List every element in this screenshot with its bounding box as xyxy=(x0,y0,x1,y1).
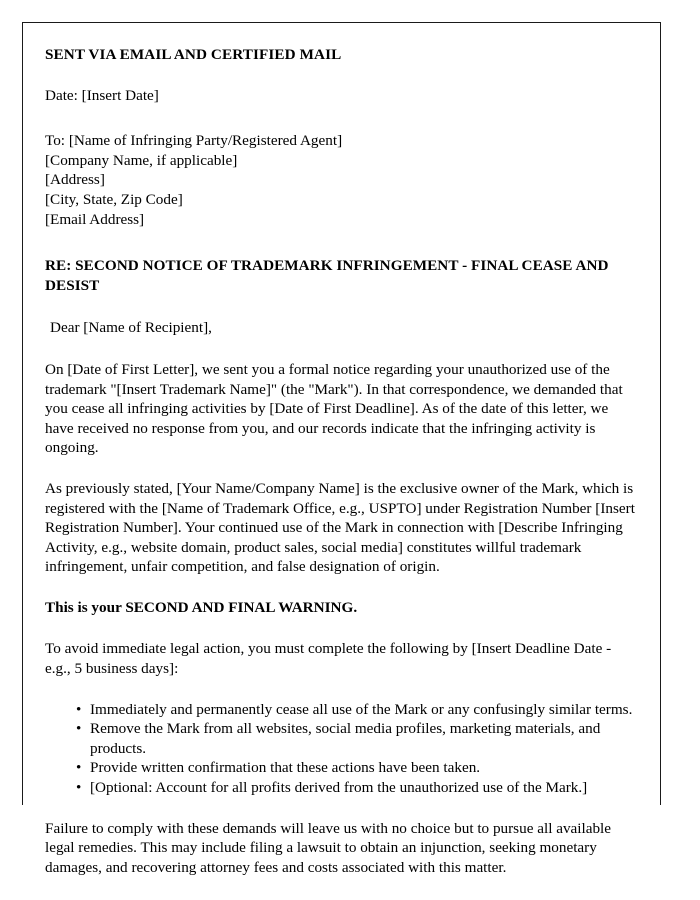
subject-line: RE: SECOND NOTICE OF TRADEMARK INFRINGEMENT - FINAL CEASE AND DESIST xyxy=(45,257,609,294)
delivery-method-heading: SENT VIA EMAIL AND CERTIFIED MAIL xyxy=(45,46,342,63)
final-warning-statement: This is your SECOND AND FINAL WARNING. xyxy=(45,598,358,616)
list-item-label: [Optional: Account for all profits derived from the unauthorized use of the Mark.] xyxy=(90,779,588,797)
list-item xyxy=(45,719,637,758)
body-paragraph-3: To avoid immediate legal action, you must complete the following by [Insert Deadline Date - e.g., 5 business days]: xyxy=(45,640,612,678)
bullet-icon: • xyxy=(76,700,82,718)
list-item xyxy=(45,778,637,798)
list-item-label: Remove the Mark from all websites, social media profiles, marketing materials, and products. xyxy=(90,720,601,757)
body-paragraph-2: As previously stated, [Your Name/Company Name] is the exclusive owner of the Mark, which is registered with the [Name of Trademark Office, e.g., USPTO] under Registration Number [Insert Registration Number]. Your continued use of the Mark in connection with [Describe Infringing Activity, e.g., website domain, product sales, social media] constitutes willful trademark infringement, unfair competition, and false designation of origin. xyxy=(45,479,635,576)
recipient-line-company: [Company Name, if applicable] xyxy=(45,151,238,169)
recipient-line-to: To: [Name of Infringing Party/Registered Agent] xyxy=(45,132,343,150)
recipient-address-block xyxy=(45,131,637,229)
list-item-label: Immediately and permanently cease all use of the Mark or any confusingly similar terms. xyxy=(90,700,633,718)
list-item xyxy=(45,700,637,720)
salutation: Dear [Name of Recipient], xyxy=(50,319,212,337)
body-paragraph-4: Failure to comply with these demands will leave us with no choice but to pursue all available legal remedies. This may include filing a lawsuit to obtain an injunction, seeking monetary damages, and recovering attorney fees and costs associated with this matter. xyxy=(45,819,612,876)
letter-body xyxy=(45,45,637,877)
recipient-line-city-state-zip: [City, State, Zip Code] xyxy=(45,190,183,208)
bullet-icon: • xyxy=(76,720,82,738)
list-item xyxy=(45,758,637,778)
list-item-label: Provide written confirmation that these actions have been taken. xyxy=(90,759,481,777)
bullet-icon: • xyxy=(76,759,82,777)
bullet-icon: • xyxy=(76,779,82,797)
body-paragraph-1: On [Date of First Letter], we sent you a formal notice regarding your unauthorized use of the trademark "[Insert Trademark Name]" (the "Mark"). In that correspondence, we demanded that you cease all infringing activities by [Date of First Deadline]. As of the date of this letter, we have received no response from you, and our records indicate that the infringing activity is ongoing. xyxy=(45,360,623,457)
recipient-line-email: [Email Address] xyxy=(45,210,145,228)
demands-list xyxy=(45,700,637,798)
date-line: Date: [Insert Date] xyxy=(45,86,159,104)
recipient-line-address: [Address] xyxy=(45,171,105,189)
